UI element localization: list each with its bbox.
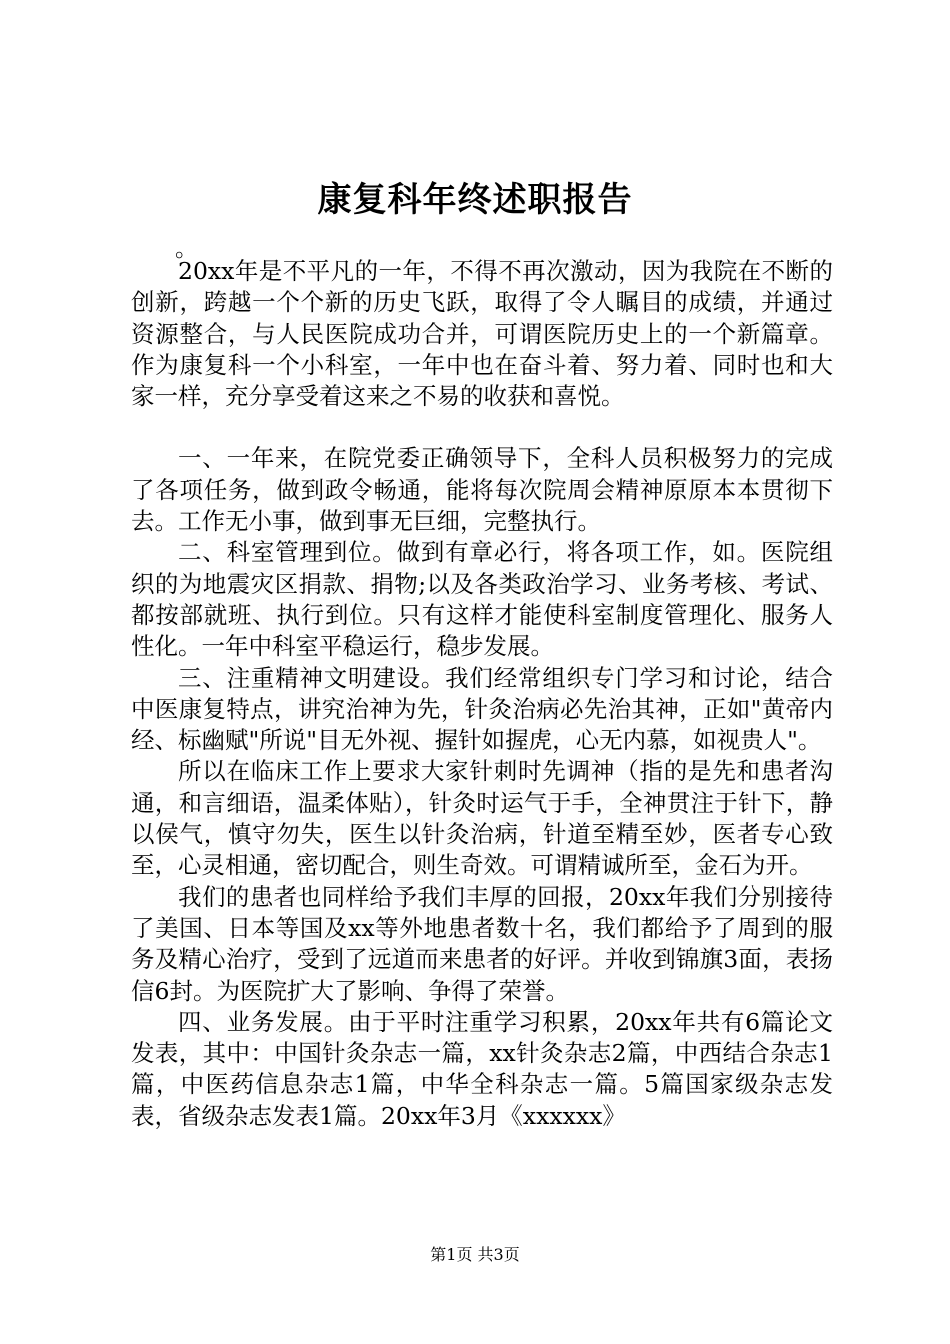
paragraph-4: 三、注重精神文明建设。我们经常组织专门学习和讨论，结合中医康复特点，讲究治神为先，针灸治病必先治其神，正如"黄帝内经、标幽赋"所说"目无外视、握针如握虎，心无内慕，如视贵人"。 (131, 663, 833, 755)
paragraph-1: 20xx年是不平凡的一年，不得不再次激动，因为我院在不断的创新，跨越一个个新的历史飞跃，取得了令人瞩目的成绩，并通过资源整合，与人民医院成功合并，可谓医院历史上的一个新篇章。作为康复科一个小科室，一年中也在奋斗着、努力着、同时也和大家一样，充分享受着这来之不易的收获和喜悦。 (131, 257, 833, 411)
document-title: 康复科年终述职报告 (317, 180, 633, 220)
page-footer: 第1页 共3页 (430, 1245, 520, 1264)
paragraph-5: 所以在临床工作上要求大家针刺时先调神（指的是先和患者沟通，和言细语，温柔体贴），针灸时运气于手，全神贯注于针下，静以侯气，慎守勿失，医生以针灸治病，针道至精至妙，医者专心致至，心灵相通，密切配合，则生奇效。可谓精诚所至，金石为开。 (131, 757, 833, 880)
paragraph-6: 我们的患者也同样给予我们丰厚的回报，20xx年我们分别接待了美国、日本等国及xx等外地患者数十名，我们都给予了周到的服务及精心治疗，受到了远道而来患者的好评。并收到锦旗3面，表扬信6封。为医院扩大了影响、争得了荣誉。 (131, 882, 833, 1005)
intro-mark: 。 (175, 236, 198, 262)
paragraph-7: 四、业务发展。由于平时注重学习积累，20xx年共有6篇论文发表，其中：中国针灸杂志一篇，xx针灸杂志2篇，中西结合杂志1篇，中医药信息杂志1篇，中华全科杂志一篇。5篇国家级杂志发表，省级杂志发表1篇。20xx年3月《xxxxxx》 (131, 1007, 833, 1130)
paragraph-2: 一、一年来，在院党委正确领导下，全科人员积极努力的完成了各项任务，做到政令畅通，能将每次院周会精神原原本本贯彻下去。工作无小事，做到事无巨细，完整执行。 (131, 444, 833, 536)
paragraph-3: 二、科室管理到位。做到有章必行，将各项工作，如。医院组织的为地震灾区捐款、捐物;以及各类政治学习、业务考核、考试、都按部就班、执行到位。只有这样才能使科室制度管理化、服务人性化。一年中科室平稳运行，稳步发展。 (131, 538, 833, 661)
document-body (131, 236, 833, 1132)
